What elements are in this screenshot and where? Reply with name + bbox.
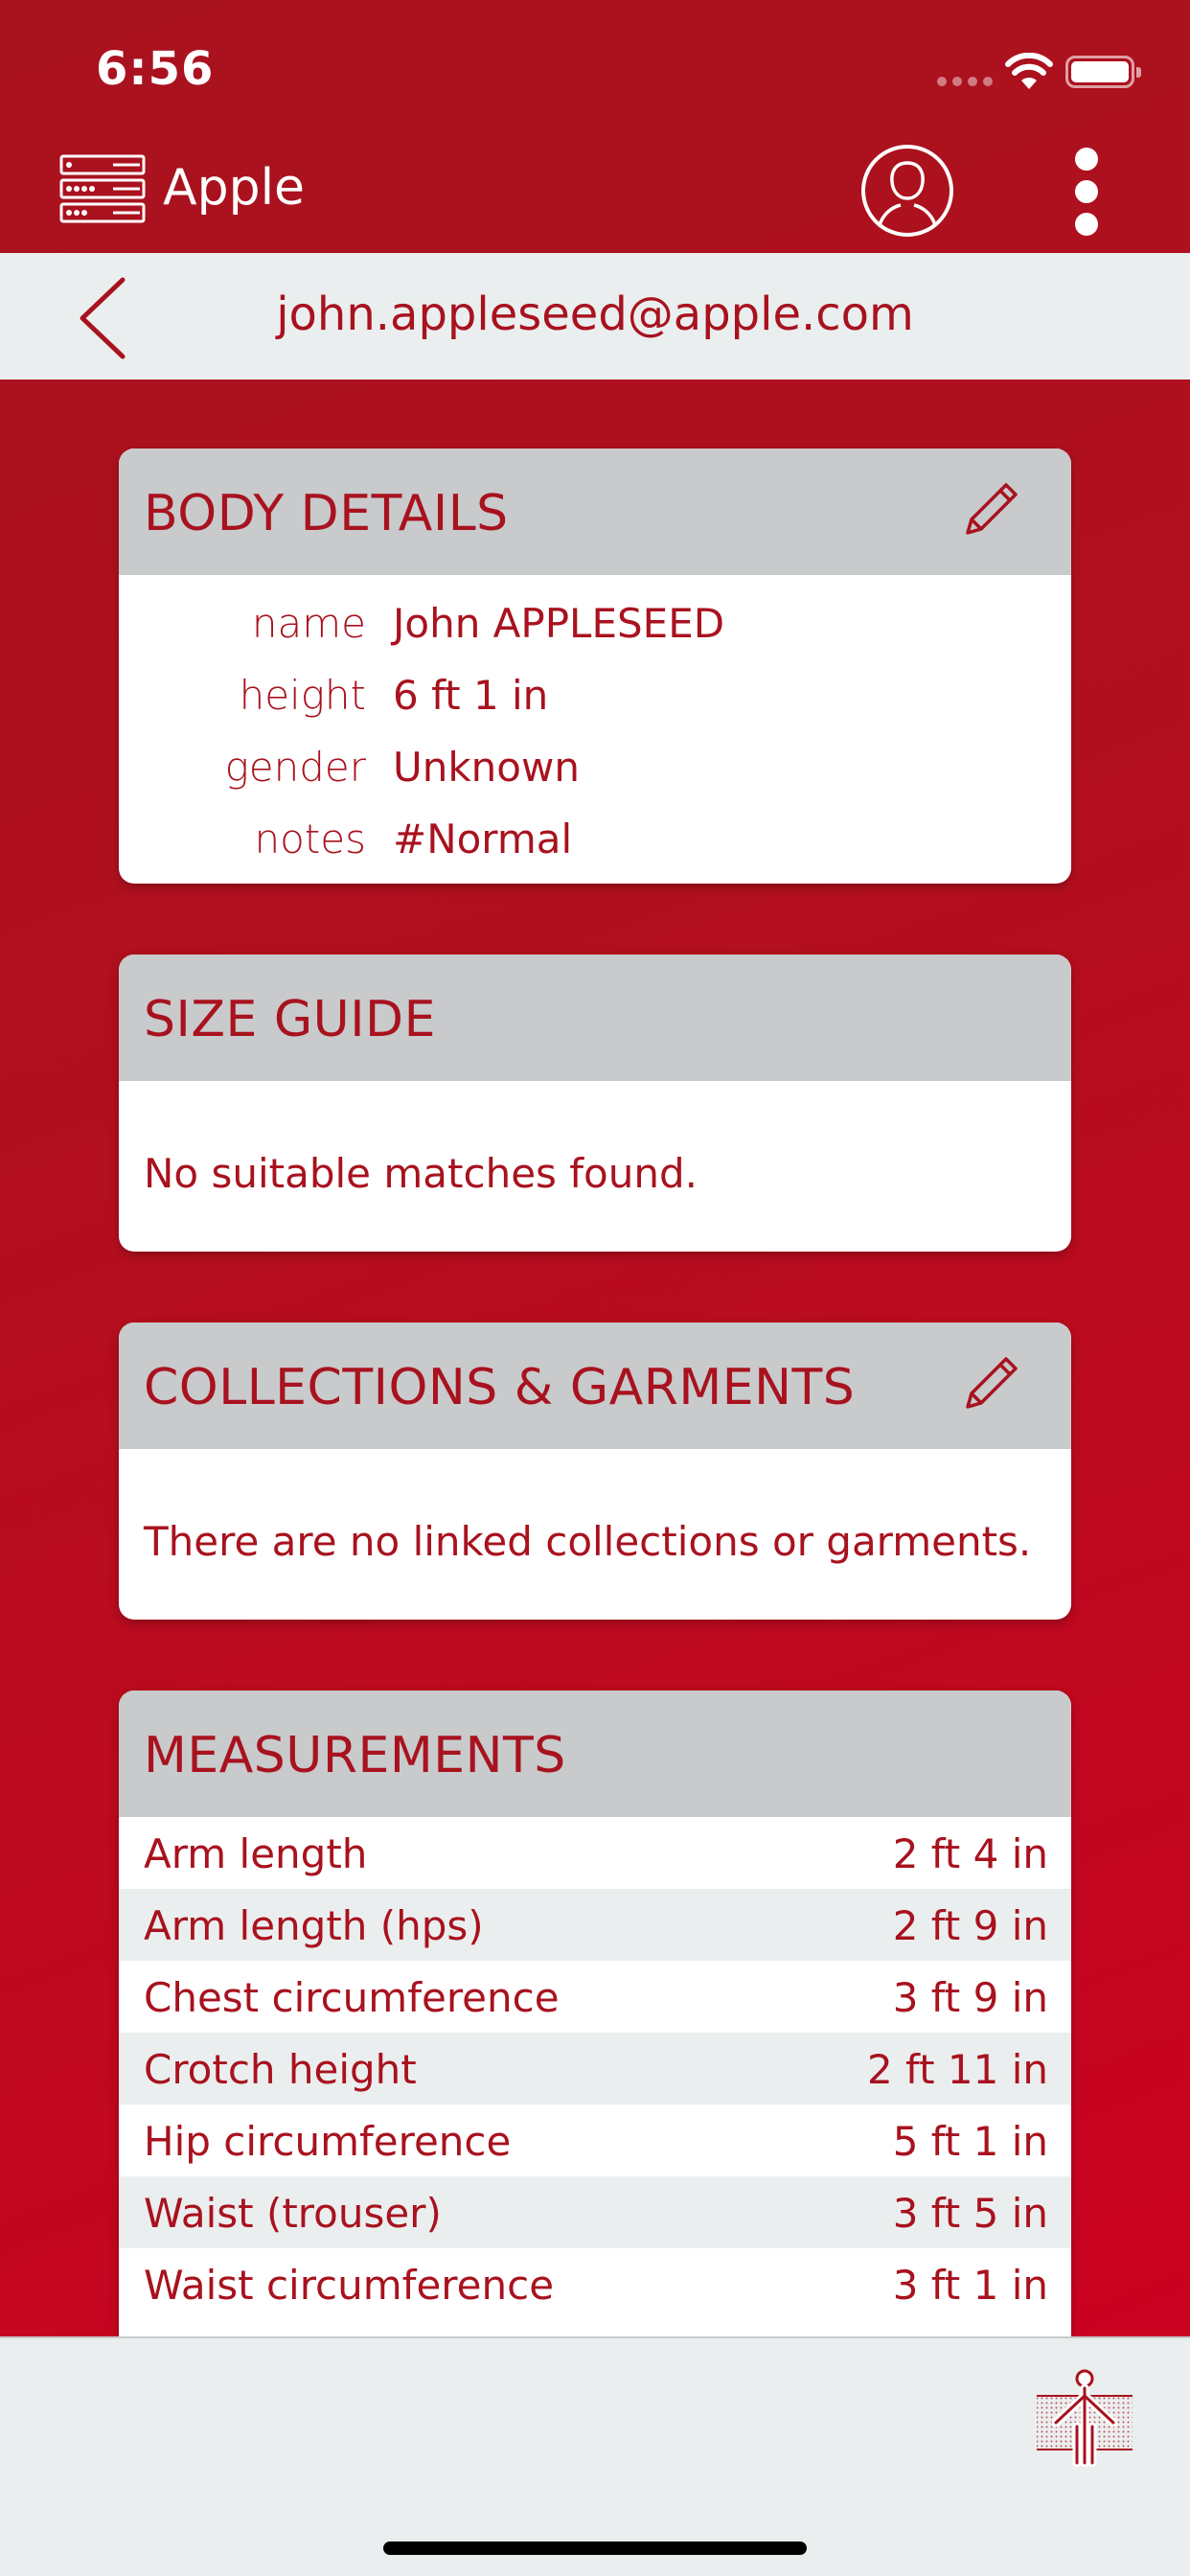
measurement-value: 3 ft 9 in [892,1974,1048,2021]
measurement-row[interactable] [119,2248,1071,2320]
measurement-row[interactable] [119,2033,1071,2104]
measurement-name: Hip circumference [144,2118,512,2165]
detail-label: gender [224,744,366,791]
more-vertical-icon[interactable] [1062,148,1111,236]
card-header [119,1690,1071,1817]
size-guide-message: No suitable matches found. [144,1150,698,1197]
pencil-icon[interactable] [954,477,1023,546]
measurements-card [119,1690,1071,2342]
app-title: Apple [163,159,306,217]
home-indicator[interactable] [383,2542,807,2555]
measurement-name: Arm length (hps) [144,1902,484,1949]
measurement-value: 3 ft 5 in [892,2190,1048,2237]
cellular-signal-icon [937,77,993,86]
card-header [119,1322,1071,1449]
card-title: BODY DETAILS [144,485,509,542]
sub-header [0,253,1190,380]
measurement-name: Waist circumference [144,2262,555,2309]
body-details-card [119,448,1071,884]
detail-value: 6 ft 1 in [393,672,549,719]
size-guide-card [119,954,1071,1252]
measurement-value: 5 ft 1 in [892,2118,1048,2165]
collections-card [119,1322,1071,1620]
detail-label: notes [254,816,366,862]
measurement-name: Waist (trouser) [144,2190,442,2237]
measurement-value: 2 ft 11 in [866,2046,1048,2093]
status-bar [0,0,1190,144]
detail-row-height [119,658,1071,730]
measurement-name: Crotch height [144,2046,417,2093]
detail-row-gender [119,730,1071,802]
status-time: 6:56 [96,42,215,96]
measurement-row[interactable] [119,1817,1071,1889]
battery-icon [1065,56,1134,88]
detail-row-notes [119,802,1071,874]
detail-value: #Normal [393,816,573,862]
card-title: MEASUREMENTS [144,1727,566,1784]
pencil-icon[interactable] [954,1351,1023,1420]
detail-label: name [251,600,366,647]
app-bar [0,144,1190,253]
measurement-row[interactable] [119,1889,1071,1961]
body-scan-icon[interactable] [1035,2367,1134,2467]
detail-value: Unknown [393,744,580,791]
measurement-row[interactable] [119,2176,1071,2248]
card-title: SIZE GUIDE [144,991,436,1048]
detail-label: height [239,672,366,719]
bottom-bar [0,2336,1190,2576]
detail-value: John APPLESEED [393,600,725,647]
card-header [119,448,1071,575]
measurement-row[interactable] [119,1961,1071,2033]
measurement-name: Arm length [144,1830,368,1877]
measurement-value: 2 ft 9 in [892,1902,1048,1949]
user-profile-icon[interactable] [860,144,954,238]
measurement-name: Chest circumference [144,1974,560,2021]
measurement-value: 2 ft 4 in [892,1830,1048,1877]
wifi-icon [1004,53,1054,91]
measurement-value: 3 ft 1 in [892,2262,1048,2309]
card-title: COLLECTIONS & GARMENTS [144,1359,856,1416]
card-header [119,954,1071,1081]
user-email: john.appleseed@apple.com [276,288,914,341]
server-list-icon[interactable] [59,153,146,225]
detail-row-name [119,586,1071,658]
collections-message: There are no linked collections or garments. [144,1518,1032,1565]
measurement-row[interactable] [119,2104,1071,2176]
